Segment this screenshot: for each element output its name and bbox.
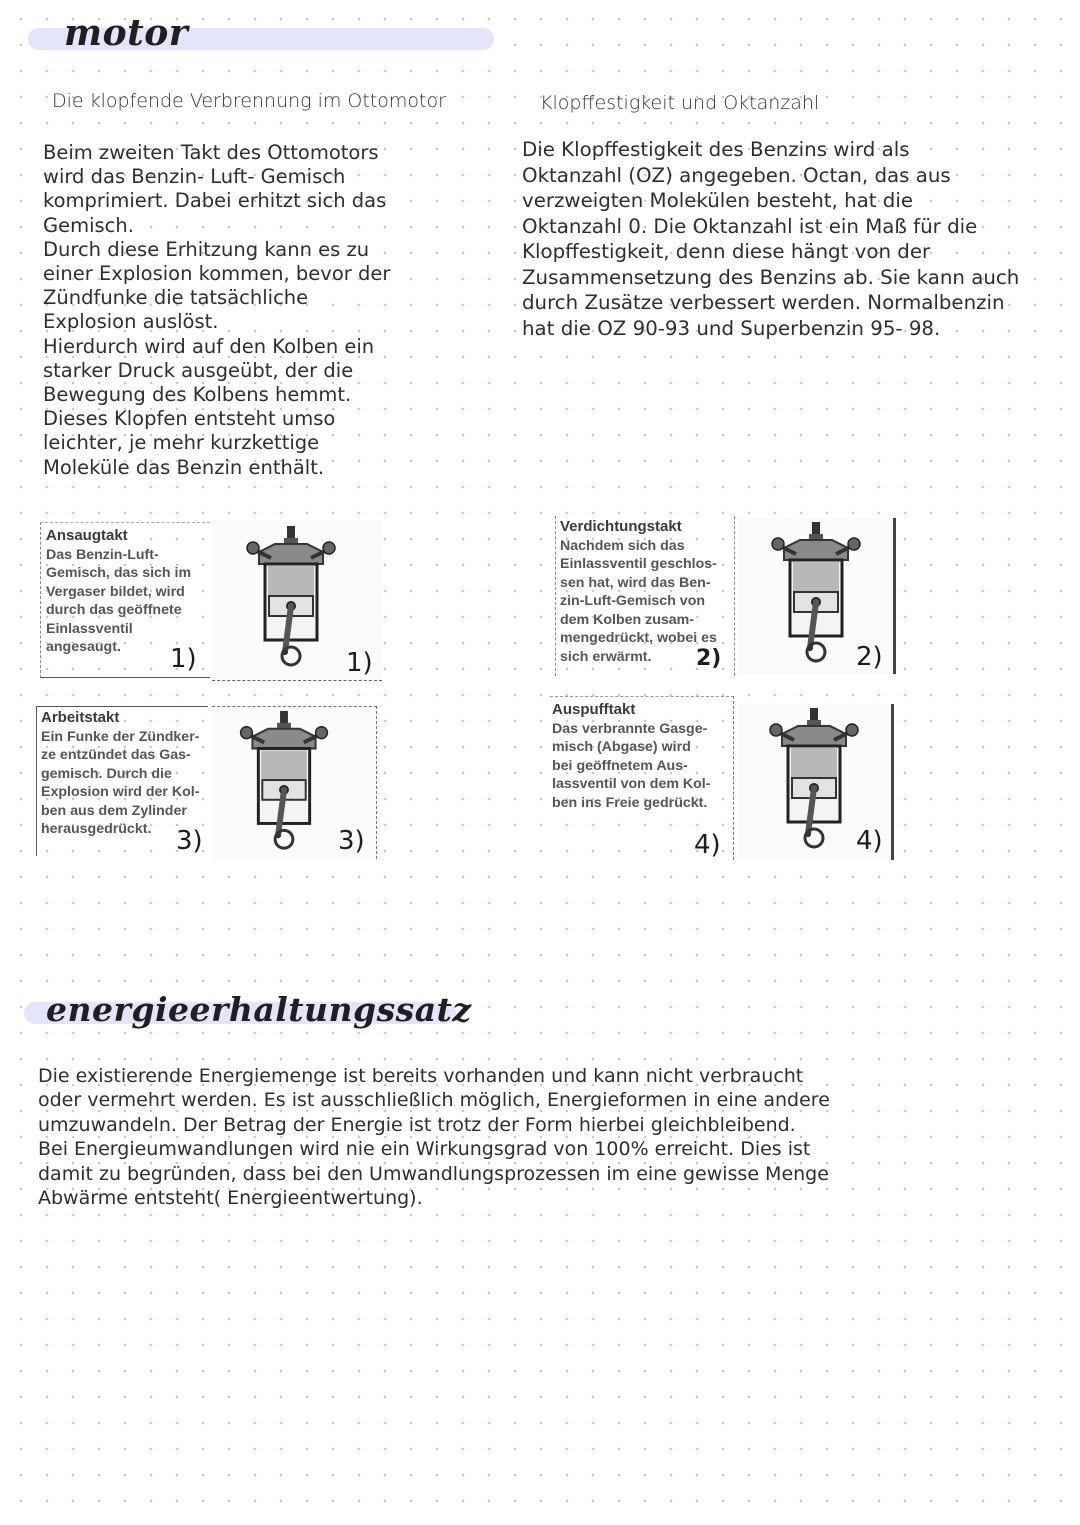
stroke-title: Ansaugtakt bbox=[46, 527, 128, 544]
stroke-line: Das verbrannte Gasge- bbox=[552, 720, 708, 737]
stroke-line: Vergaser bildet, wird bbox=[46, 583, 185, 600]
stroke-title: Auspufftakt bbox=[552, 701, 636, 718]
diagram-number: 4) bbox=[856, 826, 883, 856]
stroke-line: Explosion wird der Kol- bbox=[41, 784, 200, 800]
right-subtitle: Klopffestigkeit und Oktanzahl bbox=[540, 92, 820, 114]
energy-line: Die existierende Energiemenge ist bereits vorhanden und kann nicht verbraucht bbox=[38, 1065, 804, 1087]
left-line: Explosion auslöst. bbox=[43, 310, 219, 334]
energy-line: Bei Energieumwandlungen wird nie ein Wirkungsgrad von 100% erreicht. Dies ist bbox=[38, 1138, 811, 1161]
right-line: verzweigten Molekülen besteht, hat die bbox=[522, 189, 914, 212]
engine-cylinder-icon bbox=[232, 709, 336, 857]
stroke-line: sich erwärmt. bbox=[560, 648, 652, 665]
stroke-number: 2) bbox=[696, 646, 722, 671]
stroke-line: ben ins Freie gedrückt. bbox=[552, 794, 708, 811]
left-line: Beim zweiten Takt des Ottomotors bbox=[43, 141, 379, 164]
right-line: Oktanzahl (OZ) angegeben. Octan, das aus bbox=[522, 163, 951, 187]
stroke-line: dem Kolben zusam- bbox=[560, 611, 695, 628]
left-line: Moleküle das Benzin enthält. bbox=[43, 455, 325, 479]
stroke-line: ben aus dem Zylinder bbox=[41, 802, 187, 819]
stroke-title: Arbeitstakt bbox=[41, 709, 120, 726]
stroke-line: Ein Funke der Zündker- bbox=[41, 728, 200, 745]
stroke-line: misch (Abgase) wird bbox=[552, 739, 691, 755]
energy-line: damit zu begründen, dass bei den Umwandlungsprozessen im eine gewisse Menge bbox=[38, 1162, 829, 1185]
right-line: durch Zusätze verbessert werden. Normalbenzin bbox=[522, 291, 1005, 314]
divider-line bbox=[891, 704, 894, 860]
stroke-number: 4) bbox=[694, 830, 721, 860]
engine-cylinder-icon bbox=[236, 524, 346, 674]
engine-cylinder-icon bbox=[762, 706, 866, 856]
left-subtitle: Die klopfende Verbrennung im Ottomotor bbox=[52, 90, 446, 112]
stroke-line: bei geöffnetem Aus- bbox=[552, 757, 688, 774]
stroke-line: Einlassventil bbox=[46, 620, 133, 637]
stroke-line: angesaugt. bbox=[46, 639, 121, 655]
energy-paragraph bbox=[38, 1064, 838, 1210]
stroke-title: Verdichtungstakt bbox=[560, 518, 682, 535]
energy-line: Abwärme entsteht( Energieentwertung). bbox=[38, 1187, 423, 1210]
diagram-number: 3) bbox=[338, 826, 365, 856]
left-line: komprimiert. Dabei erhitzt sich das bbox=[43, 189, 387, 213]
right-line: Die Klopffestigkeit des Benzins wird als bbox=[522, 138, 910, 161]
stroke-line: Gemisch, das sich im bbox=[46, 565, 192, 581]
divider-line bbox=[893, 518, 896, 674]
stroke-line: Einlassventil geschlos- bbox=[560, 556, 717, 572]
stroke-line: zin-Luft-Gemisch von bbox=[560, 593, 706, 609]
energy-heading: energieerhaltungssatz bbox=[46, 990, 472, 1029]
motor-heading: motor bbox=[64, 12, 189, 54]
left-line: leichter, je mehr kurzkettige bbox=[43, 431, 320, 455]
left-paragraph bbox=[43, 141, 443, 480]
energy-line: umzuwandeln. Der Betrag der Energie ist trotz der Form hierbei gleichbleibend. bbox=[38, 1113, 796, 1136]
engine-cylinder-icon bbox=[764, 520, 868, 670]
stroke-line: mengedrückt, wobei es bbox=[560, 630, 717, 646]
left-line: Hierdurch wird auf den Kolben ein bbox=[43, 334, 375, 358]
stroke-line: gemisch. Durch die bbox=[41, 765, 172, 782]
right-line: Oktanzahl 0. Die Oktanzahl ist ein Maß für die bbox=[522, 214, 978, 238]
right-line: Zusammensetzung des Benzins ab. Sie kann auch bbox=[522, 265, 1020, 289]
left-line: starker Druck ausgeübt, der die bbox=[43, 358, 354, 382]
stroke-number: 1) bbox=[170, 644, 197, 674]
right-paragraph bbox=[522, 137, 1042, 341]
left-line: Zündfunke die tatsächliche bbox=[43, 286, 309, 310]
left-line: Durch diese Erhitzung kann es zu bbox=[43, 237, 370, 261]
left-line: Gemisch. bbox=[43, 213, 134, 237]
stroke-line: Das Benzin-Luft- bbox=[46, 546, 159, 563]
left-line: einer Explosion kommen, bevor der bbox=[43, 262, 391, 286]
stroke-line: herausgedrückt. bbox=[41, 821, 152, 837]
diagram-number: 2) bbox=[856, 642, 883, 672]
stroke-line: durch das geöffnete bbox=[46, 602, 182, 618]
stroke-line: sen hat, wird das Ben- bbox=[560, 574, 711, 591]
stroke-number: 3) bbox=[176, 826, 203, 856]
left-line: wird das Benzin- Luft- Gemisch bbox=[43, 165, 346, 189]
right-line: Klopffestigkeit, denn diese hängt von der bbox=[522, 240, 931, 263]
left-line: Bewegung des Kolbens hemmt. bbox=[43, 383, 352, 407]
left-line: Dieses Klopfen entsteht umso bbox=[43, 407, 336, 431]
stroke-line: lassventil von dem Kol- bbox=[552, 776, 711, 792]
right-line: hat die OZ 90-93 und Superbenzin 95- 98. bbox=[522, 316, 941, 340]
energy-line: oder vermehrt werden. Es ist ausschließlich möglich, Energieformen in eine andere bbox=[38, 1089, 830, 1112]
stroke-line: ze entzündet das Gas- bbox=[41, 747, 191, 763]
stroke-line: Nachdem sich das bbox=[560, 537, 685, 554]
diagram-number: 1) bbox=[346, 648, 373, 678]
